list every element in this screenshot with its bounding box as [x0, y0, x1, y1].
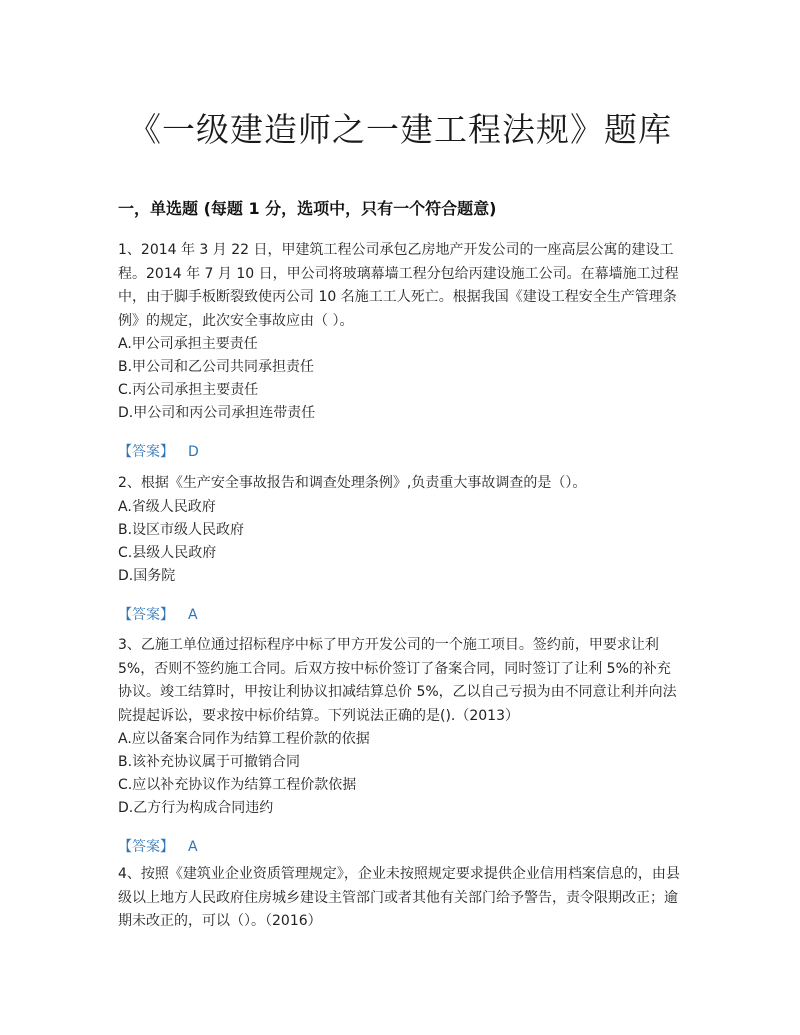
section-heading: 一，单选题 (每题 1 分，选项中，只有一个符合题意) — [118, 199, 497, 218]
answer-value: A — [188, 839, 198, 855]
answer-row — [118, 836, 683, 858]
option-c: C.应以补充协议作为结算工程价款依据 — [118, 777, 357, 793]
answer-row — [118, 604, 683, 626]
question-text: 1、2014 年 3 月 22 日，甲建筑工程公司承包乙房地产开发公司的一座高层公寓的建设工程。2014 年 7 月 10 日，甲公司将玻璃幕墙工程分包给丙建设施工公司。在幕墙施工过程中，由于脚手板断裂致使丙公司 10 名施工工人死亡。根据我国《建设工程安全生产管理条例》的规定，此次安全事故应由（ ）。 — [118, 242, 679, 329]
question-text: 2、根据《生产安全事故报告和调查处理条例》,负责重大事故调查的是（）。 — [118, 475, 587, 491]
question-3 — [118, 634, 683, 858]
option-b: B.甲公司和乙公司共同承担责任 — [118, 359, 315, 375]
option-a: A.省级人民政府 — [118, 498, 216, 515]
option-b: B.该补充协议属于可撤销合同 — [118, 754, 301, 770]
question-2 — [118, 472, 683, 626]
question-1 — [118, 239, 683, 463]
answer-value: A — [188, 606, 198, 623]
option-c: C.县级人民政府 — [118, 544, 217, 561]
document-title: 《一级建造师之一建工程法规》题库 — [128, 110, 672, 149]
option-d: D.乙方行为构成合同违约 — [118, 800, 274, 816]
option-a: A.应以备案合同作为结算工程价款的依据 — [118, 731, 370, 747]
answer-row — [118, 441, 683, 463]
question-text: 4、按照《建筑业企业资质管理规定》，企业未按照规定要求提供企业信用档案信息的，由县级以上地方人民政府住房城乡建设主管部门或者其他有关部门给予警告，责令限期改正；逾期未改正的，可以（）。（2016） — [118, 866, 680, 929]
option-d: D.甲公司和丙公司承担连带责任 — [118, 405, 316, 421]
answer-value: D — [188, 444, 199, 460]
answer-label: 【答案】 — [118, 839, 174, 855]
answer-label: 【答案】 — [118, 606, 174, 623]
question-text: 3、乙施工单位通过招标程序中标了甲方开发公司的一个施工项目。签约前，甲要求让利 5%，否则不签约施工合同。后双方按中标价签订了备案合同，同时签订了让利 5%的补充协议。竣工结算时，甲按让利协议扣减结算总价 5%，乙以自己亏损为由不同意让利并向法院提起诉讼，要求按中标价结算。下列说法正确的是().（2013） — [118, 637, 677, 724]
question-4 — [118, 863, 683, 934]
option-c: C.丙公司承担主要责任 — [118, 382, 259, 398]
option-b: B.设区市级人民政府 — [118, 521, 245, 538]
answer-label: 【答案】 — [118, 444, 174, 460]
option-a: A.甲公司承担主要责任 — [118, 336, 258, 352]
option-d: D.国务院 — [118, 567, 176, 584]
